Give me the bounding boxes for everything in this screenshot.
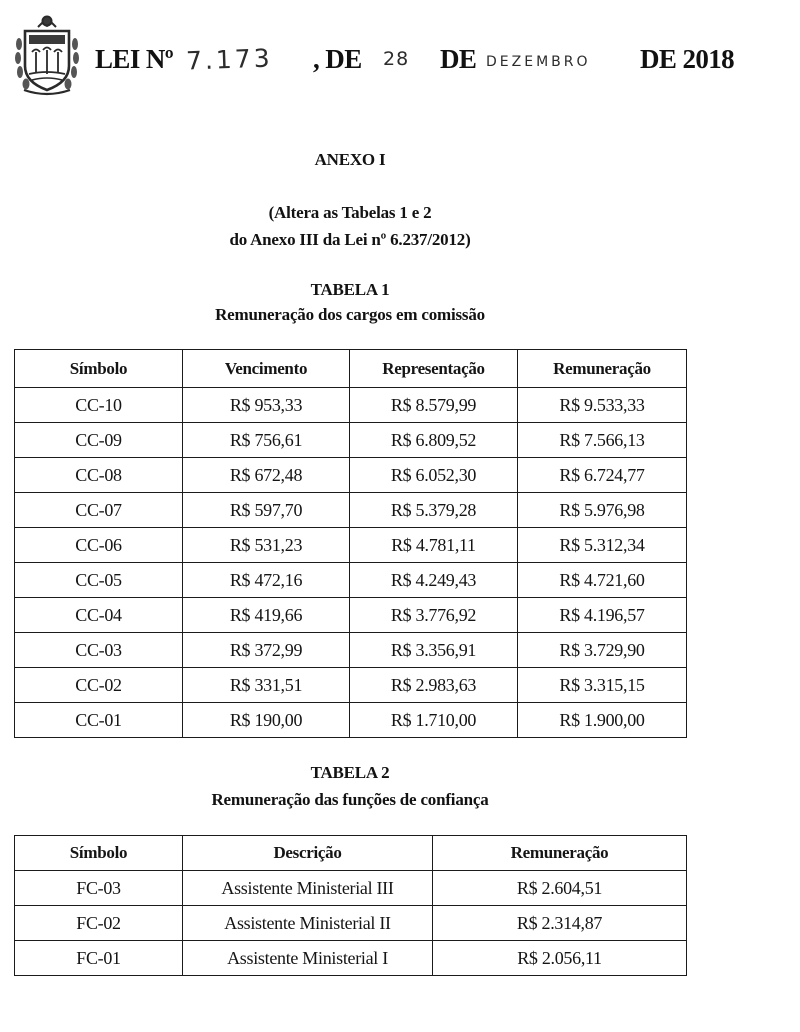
- table1-cell-representacao: R$ 4.781,11: [350, 528, 518, 563]
- table1-cell-remuneracao: R$ 5.976,98: [518, 493, 687, 528]
- table1-cell-representacao: R$ 5.379,28: [350, 493, 518, 528]
- table1-cell-representacao: R$ 3.356,91: [350, 633, 518, 668]
- table2-cell-descricao: Assistente Ministerial I: [183, 941, 433, 976]
- table1-cell-vencimento: R$ 953,33: [183, 388, 350, 423]
- table1: [14, 349, 687, 738]
- table1-cell-representacao: R$ 3.776,92: [350, 598, 518, 633]
- table1-cell-vencimento: R$ 597,70: [183, 493, 350, 528]
- table2-row: [15, 941, 687, 976]
- table1-header-simbolo: Símbolo: [15, 350, 183, 388]
- table1-cell-representacao: R$ 6.809,52: [350, 423, 518, 458]
- table1-header-remuneracao: Remuneração: [518, 350, 687, 388]
- annex-note-line-2: do Anexo III da Lei nº 6.237/2012): [229, 230, 471, 249]
- table1-header-vencimento: Vencimento: [183, 350, 350, 388]
- table2-header-simbolo: Símbolo: [15, 836, 183, 871]
- table1-cell-remuneracao: R$ 9.533,33: [518, 388, 687, 423]
- table1-row: [15, 493, 687, 528]
- table1-cell-vencimento: R$ 531,23: [183, 528, 350, 563]
- coat-of-arms-icon: [12, 14, 82, 96]
- table1-subtitle: Remuneração dos cargos em comissão: [215, 305, 485, 324]
- table1-header-representacao: Representação: [350, 350, 518, 388]
- de-label-1: , DE: [313, 44, 362, 74]
- table1-row: [15, 598, 687, 633]
- table2-header-descricao: Descrição: [183, 836, 433, 871]
- table2-row: [15, 871, 687, 906]
- table1-cell-remuneracao: R$ 4.721,60: [518, 563, 687, 598]
- table1-row: [15, 668, 687, 703]
- table1-cell-remuneracao: R$ 7.566,13: [518, 423, 687, 458]
- table1-cell-simbolo: CC-04: [15, 598, 183, 633]
- table1-cell-vencimento: R$ 372,99: [183, 633, 350, 668]
- lei-number-handwritten: 7.173: [185, 43, 274, 76]
- annex-title: ANEXO I: [314, 150, 386, 169]
- table1-cell-vencimento: R$ 472,16: [183, 563, 350, 598]
- day-handwritten: 28: [383, 48, 410, 70]
- table1-row: [15, 423, 687, 458]
- table1-title: TABELA 1: [310, 280, 390, 299]
- table1-row: [15, 703, 687, 738]
- annex-note-line-1: (Altera as Tabelas 1 e 2: [268, 203, 432, 222]
- table2-subtitle: Remuneração das funções de confiança: [211, 790, 489, 809]
- table1-cell-remuneracao: R$ 5.312,34: [518, 528, 687, 563]
- table1-cell-remuneracao: R$ 4.196,57: [518, 598, 687, 633]
- table1-header-row: [15, 350, 687, 388]
- table1-cell-simbolo: CC-09: [15, 423, 183, 458]
- table1-cell-simbolo: CC-01: [15, 703, 183, 738]
- table2-row: [15, 906, 687, 941]
- table1-cell-simbolo: CC-08: [15, 458, 183, 493]
- table2-cell-simbolo: FC-03: [15, 871, 183, 906]
- lei-label: LEI Nº: [95, 44, 174, 74]
- table1-cell-remuneracao: R$ 6.724,77: [518, 458, 687, 493]
- table2-header-remuneracao: Remuneração: [433, 836, 687, 871]
- table1-cell-representacao: R$ 2.983,63: [350, 668, 518, 703]
- table1-cell-representacao: R$ 6.052,30: [350, 458, 518, 493]
- table2-cell-simbolo: FC-02: [15, 906, 183, 941]
- table2-cell-descricao: Assistente Ministerial III: [183, 871, 433, 906]
- table1-cell-simbolo: CC-10: [15, 388, 183, 423]
- table1-cell-remuneracao: R$ 3.315,15: [518, 668, 687, 703]
- table2-title: TABELA 2: [310, 763, 390, 782]
- table1-cell-representacao: R$ 1.710,00: [350, 703, 518, 738]
- table1-cell-simbolo: CC-07: [15, 493, 183, 528]
- table1-cell-representacao: R$ 4.249,43: [350, 563, 518, 598]
- table1-cell-simbolo: CC-05: [15, 563, 183, 598]
- table1-row: [15, 388, 687, 423]
- table1-cell-remuneracao: R$ 3.729,90: [518, 633, 687, 668]
- table1-row: [15, 458, 687, 493]
- table1-cell-representacao: R$ 8.579,99: [350, 388, 518, 423]
- table1-row: [15, 633, 687, 668]
- table2-cell-simbolo: FC-01: [15, 941, 183, 976]
- table1-cell-remuneracao: R$ 1.900,00: [518, 703, 687, 738]
- table2-header-row: [15, 836, 687, 871]
- de-label-2: DE: [440, 44, 477, 74]
- month-handwritten: DEZEMBRO: [486, 54, 591, 70]
- table2-cell-remuneracao: R$ 2.314,87: [433, 906, 687, 941]
- table2-cell-remuneracao: R$ 2.604,51: [433, 871, 687, 906]
- table1-row: [15, 528, 687, 563]
- table2: [14, 835, 687, 976]
- table1-cell-vencimento: R$ 672,48: [183, 458, 350, 493]
- table1-cell-simbolo: CC-03: [15, 633, 183, 668]
- table1-cell-vencimento: R$ 331,51: [183, 668, 350, 703]
- table1-cell-vencimento: R$ 756,61: [183, 423, 350, 458]
- table1-cell-vencimento: R$ 190,00: [183, 703, 350, 738]
- table1-row: [15, 563, 687, 598]
- year-label: DE 2018: [640, 44, 735, 74]
- table1-cell-simbolo: CC-02: [15, 668, 183, 703]
- table2-cell-descricao: Assistente Ministerial II: [183, 906, 433, 941]
- table1-cell-vencimento: R$ 419,66: [183, 598, 350, 633]
- table1-cell-simbolo: CC-06: [15, 528, 183, 563]
- table2-cell-remuneracao: R$ 2.056,11: [433, 941, 687, 976]
